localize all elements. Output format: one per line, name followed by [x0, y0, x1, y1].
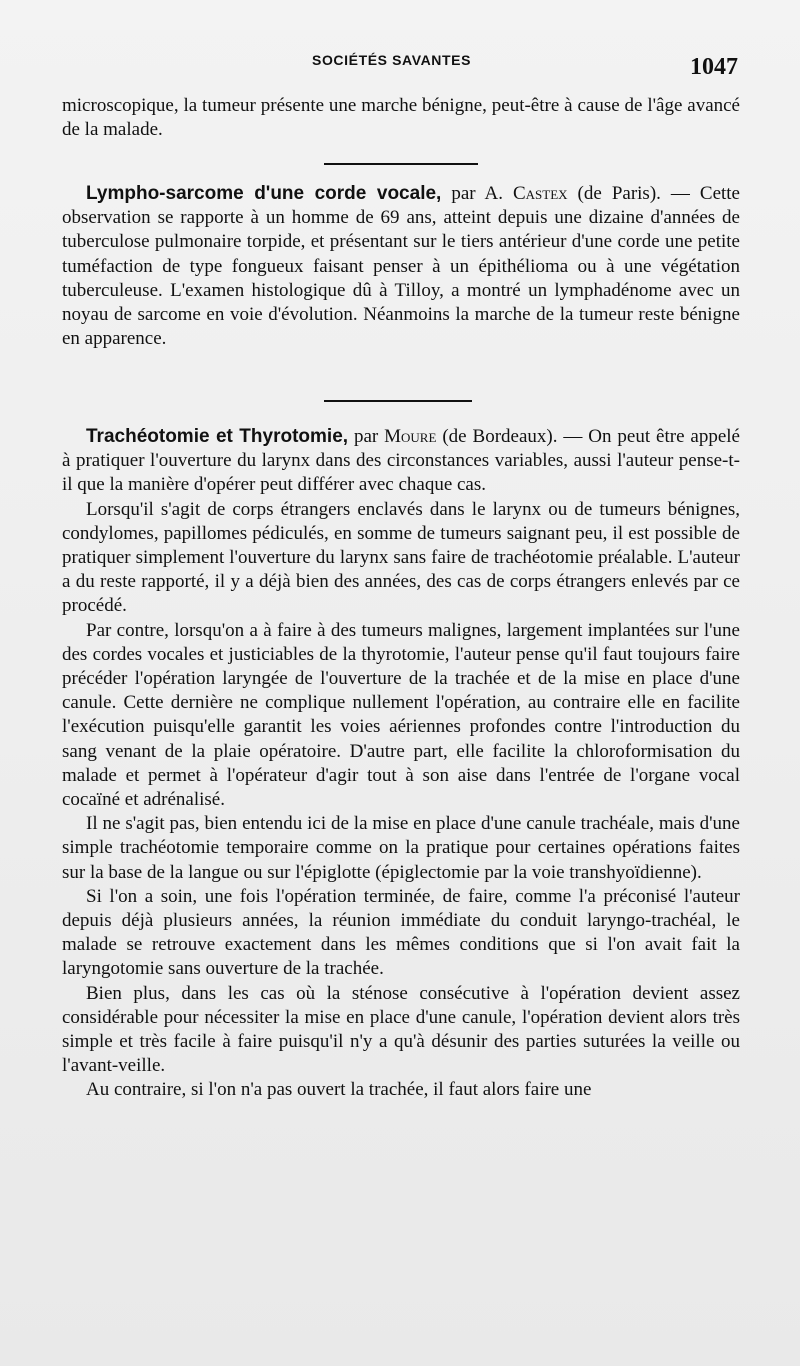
paragraph-text: On peut être appelé à pratiquer l'ouverture du larynx dans des circonstances variables, aussi l'auteur pense-t-il que la manière d'opérer peut différer avec chaque cas.: [62, 426, 740, 496]
author-affiliation: (de Bordeaux). —: [436, 426, 589, 447]
section-paragraph: [62, 182, 740, 351]
paragraph: Bien plus, dans les cas où la sténose consécutive à l'opération devient assez considérable pour nécessiter la mise en place d'une canule, l'opération devient alors très simple et très facile à faire puisqu'il n'y a qu'à désunir des parties suturées la veille ou l'avant-veille.: [62, 982, 740, 1077]
author-name: Moure: [384, 426, 437, 447]
intro-text: microscopique, la tumeur présente une marche bénigne, peut-être à cause de l'âge avancé de la malade.: [62, 95, 740, 141]
paragraph: Au contraire, si l'on n'a pas ouvert la trachée, il faut alors faire une: [86, 1079, 592, 1101]
paragraph: Par contre, lorsqu'on a à faire à des tumeurs malignes, largement implantées sur l'une des cordes vocales et justiciables de la thyrotomie, l'auteur pense qu'il faut toujours faire précéder l'opération laryngée de l'ouverture de la trachée et de la mise en place d'une canule. Cette dernière ne complique nullement l'opération, au contraire elle en facilite l'exécution puisqu'elle garantit les voies aériennes profondes contre l'introduction du sang venant de la plaie opératoire. D'autre part, elle facilite la chloroformisation du malade et permet à l'opérateur d'agir tout à son aise dans l'entrée de l'organe vocal cocaïné et adrénalisé.: [62, 619, 740, 811]
section-lympho-sarcome: [62, 182, 740, 351]
section-title: Trachéotomie et Thyrotomie,: [86, 426, 349, 447]
section-tracheotomie: [62, 425, 740, 1103]
section-paragraph: [62, 425, 740, 498]
paragraph-text: Cette observation se rapporte à un homme de 69 ans, atteint depuis une dizaine d'années de tuberculose pulmonaire torpide, et présentant sur le tiers antérieur d'une corde une petite tuméfaction de type fongueux faisant penser à un épithélioma ou à une végétation tuberculeuse. L'examen histologique dû à Tilloy, a montré un lymphadénome avec un noyau de sarcome en voie d'évolution. Néanmoins la marche de la tumeur reste bénigne en apparence.: [62, 183, 740, 350]
section-divider: [324, 163, 478, 165]
running-header: SOCIÉTÉS SAVANTES: [312, 52, 472, 68]
section-divider: [324, 400, 472, 402]
author-prefix: par: [348, 426, 385, 447]
author-prefix: par A.: [441, 183, 513, 204]
paragraph: Lorsqu'il s'agit de corps étrangers enclavés dans le larynx ou de tumeurs bénignes, condylomes, papillomes pédiculés, en somme de tumeurs saignant peu, il est possible de pratiquer simplement l'ouverture du larynx sans faire de trachéotomie préalable. L'auteur a du reste rapporté, il y a déjà bien des années, des cas de corps étrangers enlevés par ce procédé.: [62, 498, 740, 617]
page-number: 1047: [690, 54, 738, 80]
author-affiliation: (de Paris). —: [567, 183, 700, 204]
paragraph: Il ne s'agit pas, bien entendu ici de la mise en place d'une canule trachéale, mais d'une simple trachéotomie temporaire comme on la pratique pour certaines opérations faites sur la base de la langue ou sur l'épiglotte (épiglectomie par la voie transhyoïdienne).: [62, 813, 740, 883]
section-title: Lympho-sarcome d'une corde vocale,: [86, 183, 442, 204]
intro-paragraph: [62, 94, 740, 142]
paragraph: Si l'on a soin, une fois l'opération terminée, de faire, comme l'a préconisé l'auteur depuis déjà plusieurs années, la réunion immédiate du conduit laryngo-trachéal, le malade se retrouve exactement dans les mêmes conditions que si l'on avait fait la laryngotomie sans ouverture de la trachée.: [62, 885, 740, 980]
author-name: Castex: [513, 183, 568, 204]
